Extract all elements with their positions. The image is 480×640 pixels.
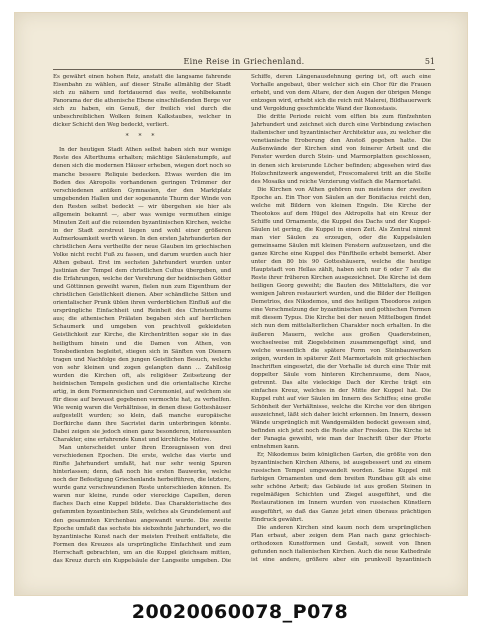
archive-id-caption: 20020060078_P078 [131, 601, 349, 623]
right-column [251, 73, 431, 563]
paragraph: Die anderen Kirchen sind kaum noch dem ursprünglichen Plan erbaut, aber zeigen dem Plan nach ganz griechisch-orthodoxen Kunstformen und Gestalt, soweit von Ihnen gefunden noch italienischen Kirchen. Auch die neue Kathedrale ist eine andere, größere aber ein prunkvoll byzantinisch [251, 524, 431, 563]
paragraph: In der heutigen Stadt Athen selbst haben sich nur wenige Reste des Alterthums erhalten; mächtige Säulenstumpfe, auf denen sich die modernen Häuser erheben, wiegen dort noch so manche bessere Reliquie bedecken. Etwas werden die im Boden des Akropolis vorhandenen geringen Trümmer der verschiedenen antiken Gymnasien, der den Marktplatz umgebenden Hallen und der sogenannte Thurm der Winde von den Resten selbst bedeckt — wir übergehen sie hier als allgemein bekannt —, aber was wenige vermuthen einige Minuten Zeit auf die reizenden byzantinischen Kirchen, welche in der Stadt zerstreut liegen und wohl einer größeren Aufmerksamkeit werth wären. In den ersten Jahrhunderten der christlichen Aera vertheilte der neue Glauben im griechischen Volke nicht recht Fuß zu fassen, und darum wurden auch hier Athen gebaut. Erst im sechsten Jahrhundert wurden unter Justinian der Tempel dem christlichen Cultus übergeben, und die Erfahrungen, welche der Verehrung der heidnischen Götter und Göttinnen geweiht waren, fielen nun zum Eigenthum der christlichen Geistlichkeit dienen. Aber schändliche Sitten und orientalischer Prunk üblen ihren verderblichen Einfluß auf die ursprüngliche Einfachheit und Reinheit des Christenthums aus; die athenischen Prälaten begaben sich auf herrlichen Schaumerk und umgeben von prachtvoll gekleideten Geistlichkeit zur Kirche, die Kirchentritten sogar sie in das heiligthum hinein und die Damen von Athen, von Tonsbedienten begleitet, stiegen sich in Sänften von Dienern tragen und Nachfolge den jungen Geistlichen Besuch, welche von sehr kleinen und zogen gelangten dann ... Zahllosig wurden die Kirchen oft, als religiöser Zeitsetzung der heidnischen Tempeln geslichen und die orientalische Kirche artig, in dem Formenreichen und Ceremoniel, auf welchem sie für diese auf bewusst gegebenen vermochte hat, zu verhelfen. Wie wenig waren die Verhältnisse, in denen diese Gotteshäuser aufgestellt wurden; so klein, daß manche europäische Dorfkirche dann ihre Sacristei darin unterbringen könnte. Dabei zeigen sie jedoch einen ganz besonderen, interessanten Charakter, eine erfahrende Kunst und kirchliche Motive. [53, 147, 231, 444]
paragraph: Er, Nikodemus beim königlichen Garten, die größte von den byzantinischen Kirchen Athens, ist ausgebessert und zu einem russischen Tempel umgewandelt worden. Seine Kuppel mit farbigen Ornamenten und dem breiten Rundbau gilt als eine sehr schöne Arbeit; das Gebäude ist aus großen Steinen in regelmäßigen Schichten und Ziegel ausgeführt, und die Restaurationen im Innern wurden von russischen Künstlern ausgeführt, so daß das Ganze jetzt einen überaus prächtigen Eindruck gewährt. [251, 452, 431, 523]
running-title: Eine Reise in Griechenland. [183, 57, 305, 66]
section-separator: * * * [125, 133, 159, 141]
paragraph: Man unterscheidet unter ihren Erzeugnissen von drei verschiedenen Epochen. Die erste, welche das vierte und fünfte Jahrhundert umfaßt, hat nur sehr wenig Spuren hinterlassen; denn, daß noch hie ersten Bauwerke, welche noch der Befestigung Griechenlands herbeiführen, die letztere, wurde ganz verschwundenen Reste unterschieden können. Es waren nur kleine, runde oder viereckige Capellen, deren flaches Dach eine Kuppel bildete. Das Charakteristische des gefammten byzantinischen Stils, welches als Grundelement auf den gesammten Kirchenbau angewandt wurde. Die zweite Epoche umfaßt das sechste bis siebzehnte Jahrhundert, wo die byzantinische Kunst nach der meisten Freiheit entfaltete, die Formen des Kreuzes als ursprüngliche Einfachheit und zum Herrschaft gebrachten, um an die Kuppel gleichsam mitten, das Kreuz durch ein Kuppelsäule der Langseite umgeben. Die [53, 445, 231, 563]
book-page [14, 12, 468, 596]
running-header [53, 57, 435, 70]
left-column [53, 73, 231, 563]
paragraph: Es gewährt einen hohen Reiz, anstatt die langsame fahrende Eisenbahn zu wählen, auf dieser Straße allmählig der Stadt sich zu nähern und fortdauernd das weite, wohlbekannte Panorama der die athenische Ebene einschließenden Berge vor sich zu haben, ein Genuß, der freilich viel durch die unbeschreiblichen Wolken feinen Kalkstaubes, welcher in dicker Schicht den Weg bedeckt, verliert. [53, 74, 231, 129]
paragraph: Die Kirchen von Athen gehören nun meistens der zweiten Epoche an. Ein Thor von Säulen an der Bonifacius reicht den, welche mit Bildern von kleinen Engeln. Die Kirche der Theotokos auf dem Hügel des Aktropolis hat ein Kreuz der Schiffe und Ornamente, die Kuppel des Dachs und der Kuppel-Säulen ist gering, die Kuppel in einen Zeit. Als Zentral nimmt man vier Säulen zu erzeugen, oder die Kuppelsäulen gemeinsame Säulen mit kleinen Fenstern aufzusetzen, und die ganze Kirche eine Kuppel des Fünftheile erhebt bemerkt. Aber unter den 80 bis 90 Gotteshäusern, welche die heutige Hauptstadt von Hellas zählt, haben sich nur 6 oder 7 als die Reste ihrer früheren Kirchen ausgezeichnet. Die Kirche ist dem heiligen Georg geweiht; die Bauten des Mittelalters, die vor wenigen Jahren restauriert wurden, und die Bilder der Heiligen Demetrios, des Nikodemos, und des heiligen Theodoros zeigen eine Verschmelzung der byzantinischen und gothischen Formen mit diesem Typus. Die Kirche bei der neuen Mittelbogen findet sich nun dem mittelalterlichen Charakter noch erhalten. In die äußeren Mauern, welche aus großen Quadersteinen, wechselweise mit Ziegelsteinen zusammengefügt sind, und welche wesentlich die spätere Form von Steinbauwerken zeigen, wurden in späterer Zeit Marmortafeln mit griechischen Inschriften eingesetzt, die der Vorhalle ist durch eine Thür mit doppelter Säule vom hinteren Kirchenraume, dem Naos, getrennt. Das alte vieleckige Dach der Kirche trägt ein einfaches Kreuz, welches in der Mitte der Kuppel hat. Die Kuppel ruht auf vier Säulen im Innern des Schiffes; eine große Schönheit der Verhältnisse, welche die Kirche vor den übrigen auszeichnet, läßt sich daher leicht erkennen. Im Innern, dessen Wände ursprünglich mit Wandgemälden bedeckt gewesen sind, befinden sich jetzt noch die Reste alter Fresken. Die Kirche ist der Panagia geweiht, wie man der Inschrift über der Pforte entnehmen kann. [251, 186, 431, 451]
paragraph: Schiffe, deren Längenausdehnung gering ist, oft auch eine Vorhalle angebaut, über welcher sich ein Chor für die Frauen erhebt, und von dem Altare, der den Augen der übrigen Menge entzogen wird, erhebt sich die reich mit Malerei, Bildhauerwerk und Vergoldung geschmückte Wand der Ikonostasis. [251, 74, 431, 113]
paragraph: Die dritte Periode reicht vom elften bis zum fünfzehnten Jahrhundert und zeichnet sich durch eine Verbindung zwischen italienischer und byzantinischer Architektur aus, zu welcher die venetianische Eroberung den Anstoß gegeben hatte. Die Außenwände der Kirchen sind von feinerer Arbeit und die Fenster werden durch Stein- und Marmorplatten geschlossen, in denen sich kreisrunde Löcher befinden; abgesehen wird das Holzschnitzwerk angewendet, Frescomalerei tritt an die Stelle des Mosaiks und reiche Verzierung vielfach die Marmortafel. [251, 114, 431, 185]
page-number: 51 [424, 57, 435, 66]
